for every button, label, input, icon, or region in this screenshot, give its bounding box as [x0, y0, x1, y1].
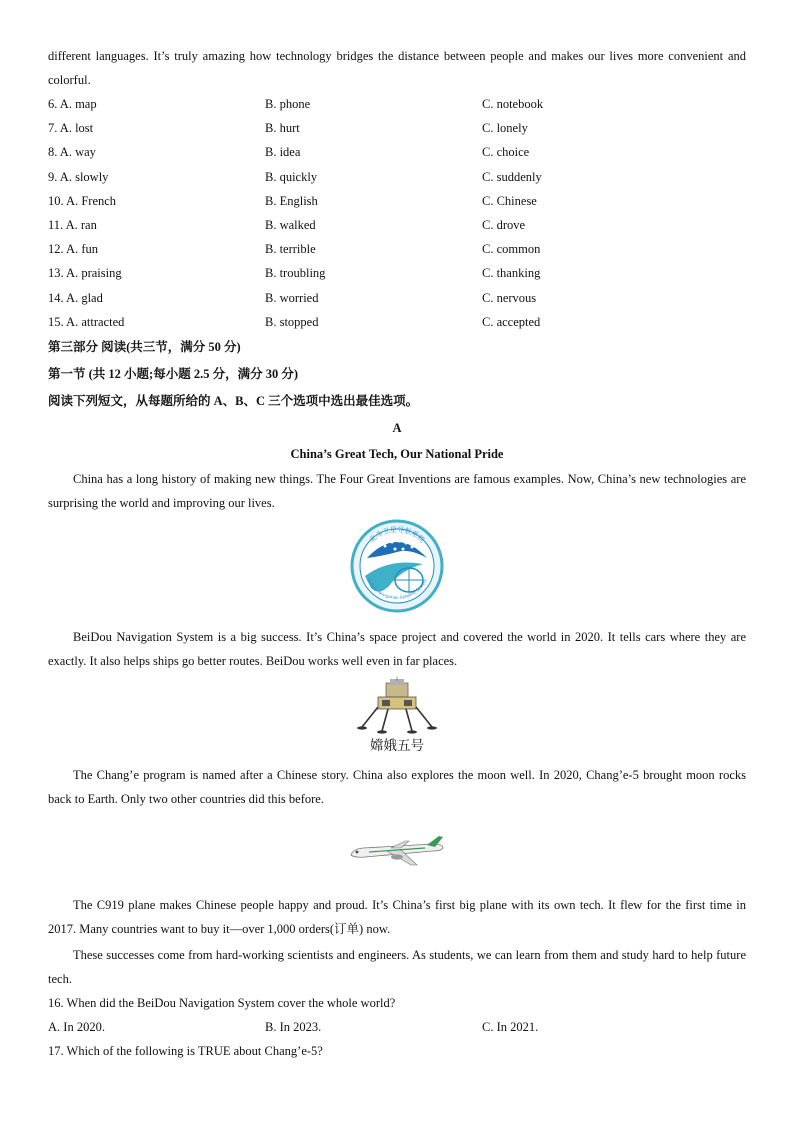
passage-title: China’s Great Tech, Our National Pride [290, 446, 504, 461]
passage-paragraph-3: The Chang’e program is named after a Chinese story. China also explores the moon well. In 2020, Chang’e-5 brought moon rocks back to Earth. Only two other countries did this before. [48, 767, 746, 806]
option-c: C. drove [482, 217, 526, 232]
question-16 [48, 991, 746, 1039]
option-row [48, 189, 746, 213]
svg-text:BeiDou Navigation Satellite Sy: BeiDou Navigation Satellite System [366, 577, 428, 600]
option-c: C. suddenly [482, 169, 542, 184]
option-a: 13. A. praising [48, 266, 122, 281]
beidou-logo-figure [48, 515, 746, 617]
option-row [48, 261, 746, 285]
option-row [48, 116, 746, 140]
passage-paragraph-2: BeiDou Navigation System is a big success. It’s China’s space project and covered the world in 2020. It tells cars where they are exactly. It also helps ships go better routes. BeiDou works well even in far places. [48, 629, 746, 668]
option-c: C. Chinese [482, 193, 537, 208]
question-options [48, 1015, 746, 1039]
option-c: C. nervous [482, 290, 537, 305]
passage-paragraph-4: The C919 plane makes Chinese people happy and proud. It’s China’s first big plane with its own tech. It flew for the first time in 2017. Many countries want to buy it—over 1,000 orders(订单) now. [48, 897, 746, 936]
passage-paragraph-5: These successes come from hard-working scientists and engineers. As students, we can learn from them and study hard to help future tech. [48, 947, 746, 986]
option-b: B. worried [265, 290, 319, 305]
option-a: 11. A. ran [48, 217, 97, 232]
passage-paragraph-1: China has a long history of making new things. The Four Great Inventions are famous examples. Now, China’s new technologies are surprising the world and improving our lives. [48, 471, 746, 510]
option-b: B. walked [265, 217, 316, 232]
option-c: C. lonely [482, 121, 528, 136]
option-c: C. notebook [482, 97, 544, 111]
option-c: C. thanking [482, 266, 541, 281]
option-b: B. stopped [265, 314, 319, 329]
option-row [48, 92, 746, 116]
plane-figure [48, 811, 746, 893]
option-b: B. idea [265, 145, 301, 160]
option-a: 15. A. attracted [48, 314, 125, 329]
option-b: B. hurt [265, 121, 300, 136]
exam-page [48, 44, 746, 1063]
lunar-lander-icon [356, 677, 438, 735]
option-row [48, 286, 746, 310]
option-c: C. choice [482, 145, 530, 160]
lander-caption: 嫦娥五号 [370, 737, 424, 754]
intro-paragraph-tail: different languages. It’s truly amazing how technology bridges the distance between people and makes our lives more convenient and colorful. [48, 49, 746, 87]
option-row [48, 213, 746, 237]
question-option-b: B. In 2023. [265, 1019, 322, 1034]
option-a: 10. A. French [48, 193, 117, 208]
option-b: B. quickly [265, 169, 318, 184]
option-b: B. phone [265, 97, 311, 111]
option-a: 9. A. slowly [48, 169, 109, 184]
question-17 [48, 1039, 746, 1063]
cloze-options [48, 92, 746, 334]
option-b: B. troubling [265, 266, 326, 281]
question-stem: 16. When did the BeiDou Navigation System cover the whole world? [48, 995, 396, 1010]
option-a: 8. A. way [48, 145, 96, 160]
option-row [48, 165, 746, 189]
passage-letter: A [392, 420, 402, 435]
instruction: 阅读下列短文，从每题所给的 A、B、C 三个选项中选出最佳选项。 [48, 393, 419, 408]
option-b: B. terrible [265, 242, 316, 257]
question-option-a: A. In 2020. [48, 1019, 105, 1034]
c919-plane-icon [347, 835, 447, 869]
option-a: 7. A. lost [48, 121, 94, 136]
option-a: 12. A. fun [48, 242, 98, 257]
option-row [48, 310, 746, 334]
option-a: 6. A. map [48, 97, 97, 111]
option-b: B. English [265, 193, 318, 208]
option-a: 14. A. glad [48, 290, 103, 305]
section1-heading: 第一节 (共 12 小题;每小题 2.5 分，满分 30 分) [48, 366, 298, 381]
question-option-c: C. In 2021. [482, 1019, 539, 1034]
option-c: C. accepted [482, 314, 541, 329]
option-row [48, 140, 746, 164]
beidou-logo-icon [349, 518, 445, 614]
option-row [48, 237, 746, 261]
svg-text:北斗卫星导航系统: 北斗卫星导航系统 [367, 525, 427, 545]
lander-figure [48, 677, 746, 735]
part3-heading: 第三部分 阅读(共三节，满分 50 分) [48, 339, 241, 354]
option-c: C. common [482, 242, 541, 257]
question-stem: 17. Which of the following is TRUE about Chang’e-5? [48, 1043, 323, 1058]
